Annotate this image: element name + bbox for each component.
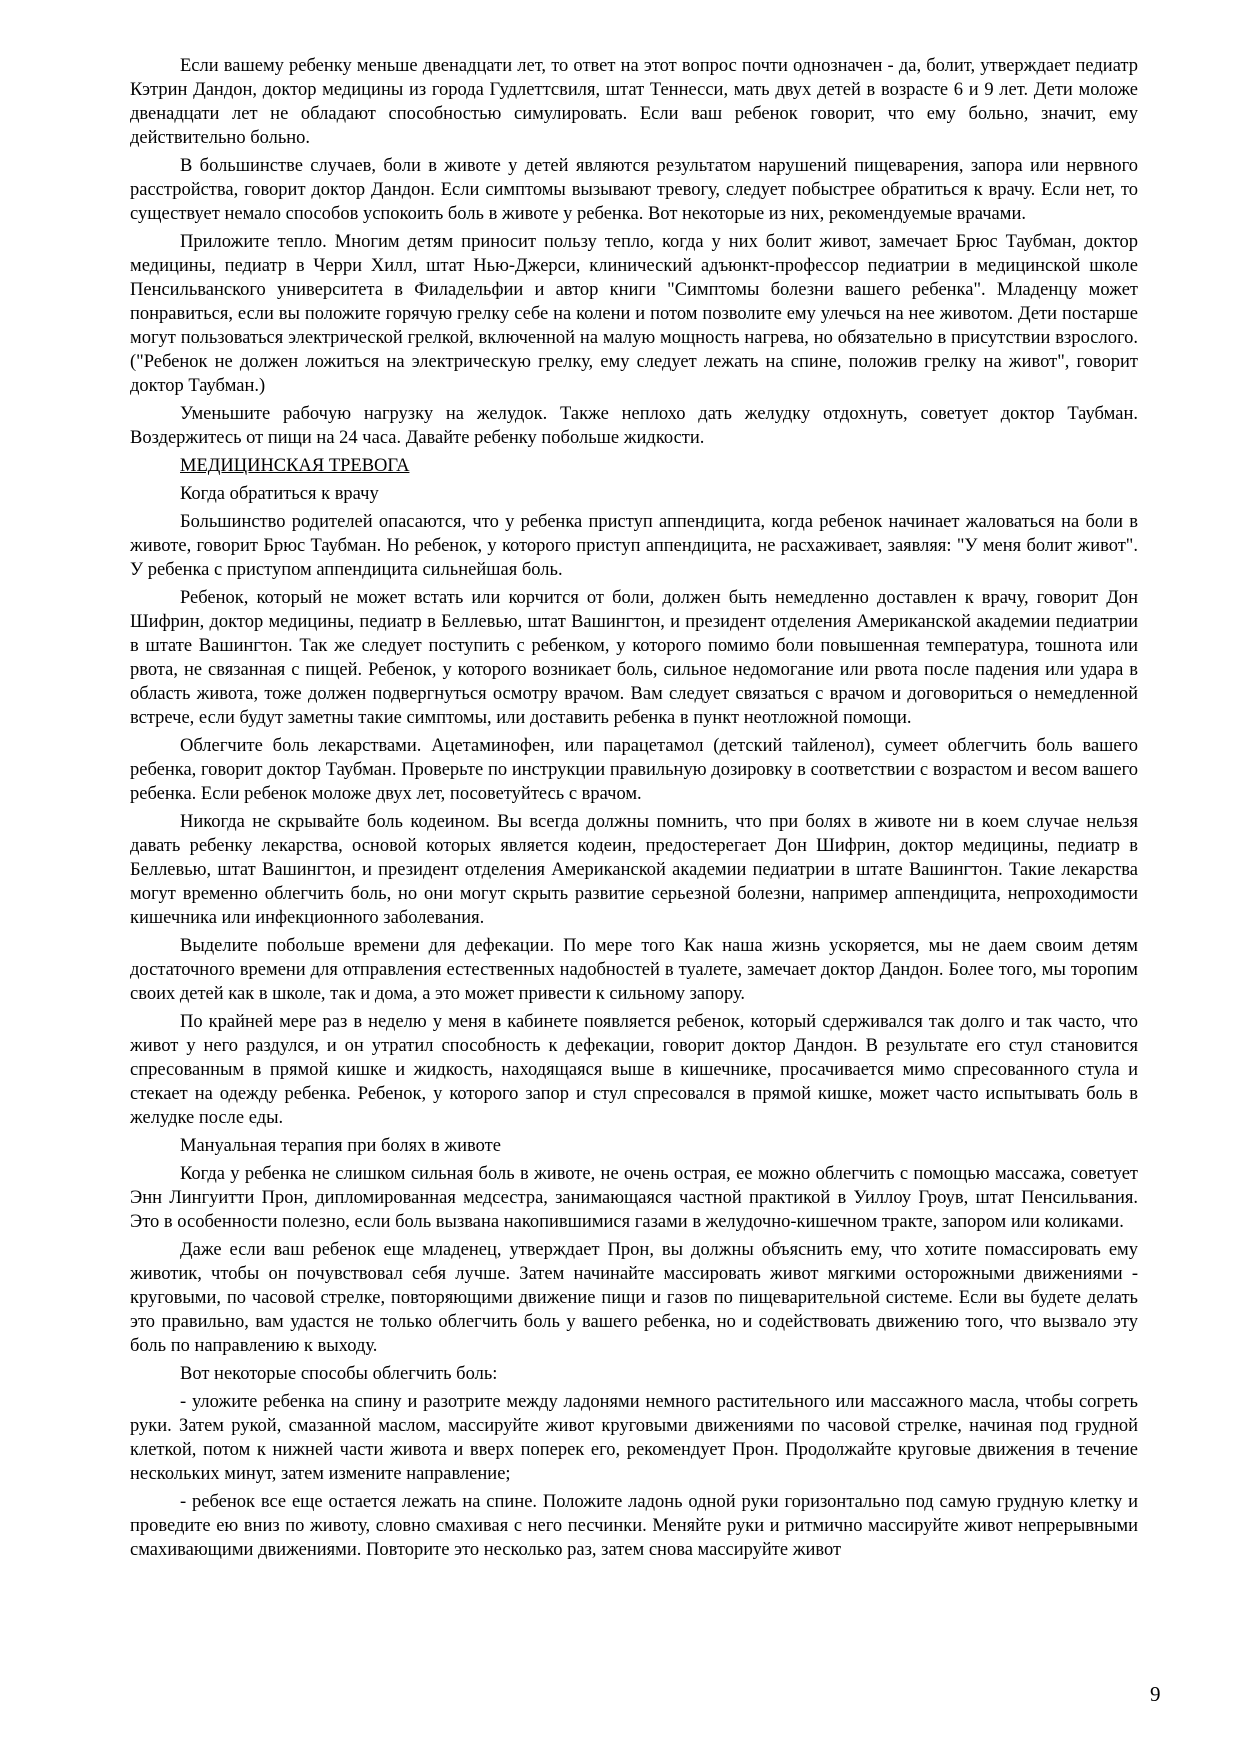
paragraph-stomach-load: Уменьшите рабочую нагрузку на желудок. Также неплохо дать желудку отдохнуть, советует доктор Таубман. Воздержитесь от пищи на 24 часа. Давайте ребенку побольше жидкости. bbox=[130, 404, 1138, 448]
paragraph-medication: Облегчите боль лекарствами. Ацетаминофен, или парацетамол (детский тайленол), сумеет облегчить боль вашего ребенка, говорит доктор Таубман. Проверьте по инструкции правильную дозировку в соответствии с возрастом и весом вашего ребенка. Если ребенок моложе двух лет, посоветуйтесь с врачом. bbox=[130, 736, 1138, 804]
subheading-manual-therapy: Мануальная терапия при болях в животе bbox=[180, 1136, 501, 1156]
paragraph-appendicitis: Большинство родителей опасаются, что у ребенка приступ аппендицита, когда ребенок начинает жаловаться на боли в животе, говорит Брюс Таубман. Но ребенок, у которого приступ аппендицита, не расхаживает, заявляя: "У меня болит живот". У ребенка с приступом аппендицита сильнейшая боль. bbox=[130, 512, 1138, 580]
paragraph-massage: Когда у ребенка не слишком сильная боль в животе, не очень острая, ее можно облегчить с помощью массажа, советует Энн Лингуитти Прон, дипломированная медсестра, занимающаяся частной практикой в Уиллоу Гроув, штат Пенсильвания. Это в особенности полезно, если боль вызвана накопившимися газами в желудочно-кишечном тракте, запором или коликами. bbox=[130, 1164, 1138, 1232]
paragraph-methods-intro: Вот некоторые способы облегчить боль: bbox=[180, 1364, 498, 1384]
paragraph-defecation: Выделите побольше времени для дефекации. По мере того Как наша жизнь ускоряется, мы не даем своим детям достаточного времени для отправления естественных надобностей в туалете, замечает доктор Дандон. Более того, мы торопим своих детей как в школе, так и дома, а это может привести к сильному запору. bbox=[130, 936, 1138, 1004]
list-item-sweeping-massage: - ребенок все еще остается лежать на спине. Положите ладонь одной руки горизонтально под самую грудную клетку и проведите ею вниз по животу, словно смахивая с него песчинки. Меняйте руки и ритмично массируйте живот непрерывными смахивающими движениями. Повторите это несколько раз, затем снова массируйте живот bbox=[130, 1492, 1138, 1560]
list-item-circular-massage: - уложите ребенка на спину и разотрите между ладонями немного растительного или массажного масла, чтобы согреть руки. Затем рукой, смазанной маслом, массируйте живот круговыми движениями по часовой стрелке, начиная под грудной клеткой, потом к нижней части живота и вверх поперек его, рекомендует Прон. Продолжайте круговые движения в течение нескольких минут, затем измените направление; bbox=[130, 1392, 1138, 1484]
subheading-when-to-see-doctor: Когда обратиться к врачу bbox=[180, 484, 379, 504]
document-page bbox=[130, 54, 1138, 1566]
paragraph-causes: В большинстве случаев, боли в животе у детей являются результатом нарушений пищеварения, запора или нервного расстройства, говорит доктор Дандон. Если симптомы вызывают тревогу, следует побыстрее обратиться к врачу. Если нет, то существует немало способов успокоить боль в животе у ребенка. Вот некоторые из них, рекомендуемые врачами. bbox=[130, 156, 1138, 224]
paragraph-codeine: Никогда не скрывайте боль кодеином. Вы всегда должны помнить, что при болях в животе ни в коем случае нельзя давать ребенку лекарства, основой которых является кодеин, предостерегает Дон Шифрин, доктор медицины, педиатр в Беллевью, штат Вашингтон, и президент отделения Американской академии педиатрии в штате Вашингтон. Такие лекарства могут временно облегчить боль, но они могут скрыть развитие серьезной болезни, например аппендицита, непроходимости кишечника или инфекционного заболевания. bbox=[130, 812, 1138, 928]
paragraph-infant-massage: Даже если ваш ребенок еще младенец, утверждает Прон, вы должны объяснить ему, что хотите помассировать ему животик, чтобы он почувствовал себя лучше. Затем начинайте массировать живот мягкими осторожными движениями - круговыми, по часовой стрелке, повторяющими движение пищи и газов по пищеварительной системе. Если вы будете делать это правильно, вам удастся не только облегчить боль у вашего ребенка, но и содействовать движению того, что вызвало эту боль по направлению к выходу. bbox=[130, 1240, 1138, 1356]
paragraph-emergency: Ребенок, который не может встать или корчится от боли, должен быть немедленно доставлен к врачу, говорит Дон Шифрин, доктор медицины, педиатр в Беллевью, штат Вашингтон, и президент отделения Американской академии педиатрии в штате Вашингтон. Так же следует поступить с ребенком, у которого помимо боли повышенная температура, тошнота или рвота, не связанная с пищей. Ребенок, у которого возникает боль, сильное недомогание или рвота после падения или удара в область живота, тоже должен подвергнуться осмотру врачом. Вам следует связаться с врачом и договориться о немедленной встрече, если будут заметны такие симптомы, или доставить ребенка в пункт неотложной помощи. bbox=[130, 588, 1138, 728]
paragraph-intro: Если вашему ребенку меньше двенадцати лет, то ответ на этот вопрос почти однозначен - да, болит, утверждает педиатр Кэтрин Дандон, доктор медицины из города Гудлеттсвиля, штат Теннесси, мать двух детей в возрасте 6 и 9 лет. Дети моложе двенадцати лет не обладают способностью симулировать. Если ваш ребенок говорит, что ему больно, значит, ему действительно больно. bbox=[130, 56, 1138, 148]
page-number: 9 bbox=[1150, 1682, 1161, 1706]
paragraph-warmth: Приложите тепло. Многим детям приносит пользу тепло, когда у них болит живот, замечает Брюс Таубман, доктор медицины, педиатр в Черри Хилл, штат Нью-Джерси, клинический адъюнкт-профессор педиатрии в медицинской школе Пенсильванского университета в Филадельфии и автор книги "Симптомы болезни вашего ребенка". Младенцу может понравиться, если вы положите горячую грелку себе на колени и потом позволите ему улечься на нее животом. Дети постарше могут пользоваться электрической грелкой, включенной на малую мощность нагрева, но обязательно в присутствии взрослого. ("Ребенок не должен ложиться на электрическую грелку, ему следует лежать на спине, положив грелку на живот", говорит доктор Таубман.) bbox=[130, 232, 1138, 396]
section-heading-text: МЕДИЦИНСКАЯ ТРЕВОГА bbox=[180, 456, 410, 476]
section-heading-medical-alert bbox=[130, 454, 1138, 478]
paragraph-constipation: По крайней мере раз в неделю у меня в кабинете появляется ребенок, который сдерживался так долго и так часто, что живот у него раздулся, и он утратил способность к дефекации, говорит доктор Дандон. В результате его стул становится спресованным в прямой кишке и жидкость, находящаяся выше в кишечнике, просачивается мимо спресованного стула и стекает на одежду ребенка. Ребенок, у которого запор и стул спресовался в прямой кишке, может часто испытывать боль в желудке после еды. bbox=[130, 1012, 1138, 1128]
